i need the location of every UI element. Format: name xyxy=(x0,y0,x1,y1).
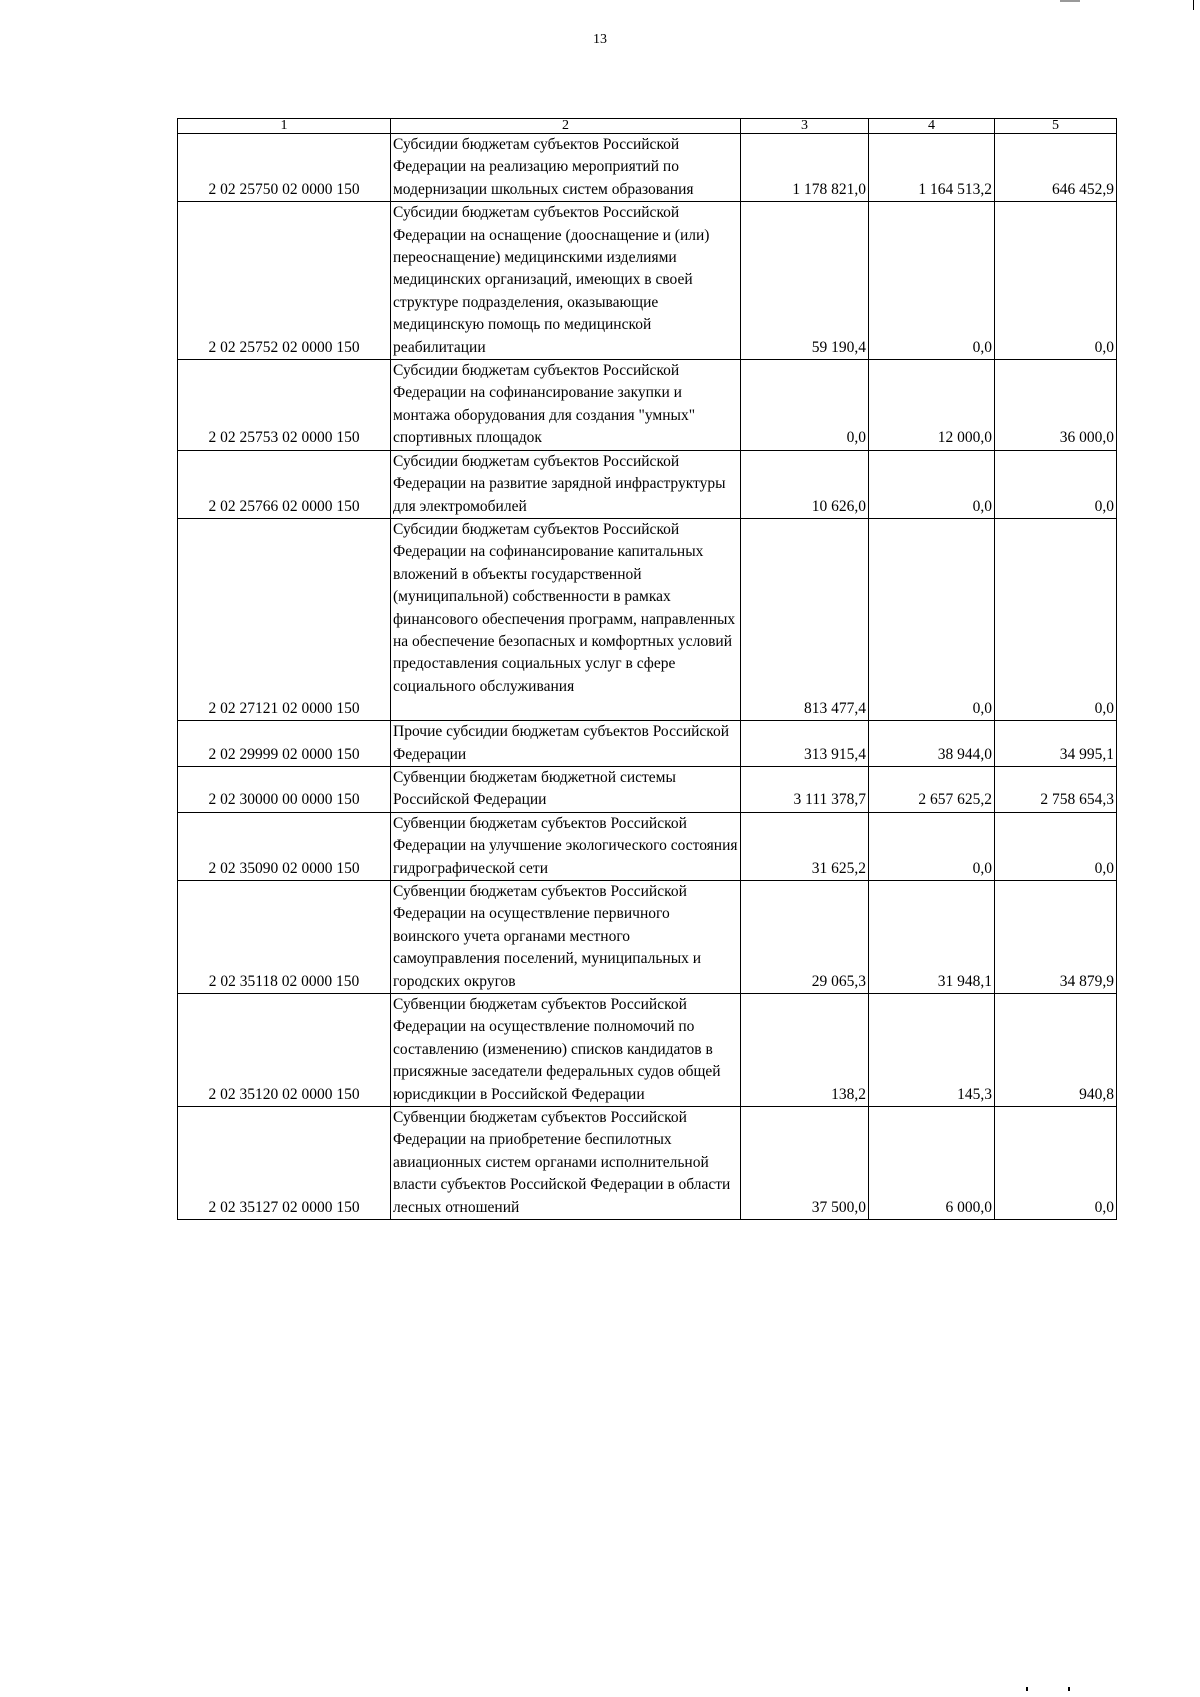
table-row xyxy=(178,1107,1117,1220)
budget-code-cell: 2 02 29999 02 0000 150 xyxy=(178,721,391,767)
amount-col4-cell: 38 944,0 xyxy=(869,721,995,767)
budget-code-cell: 2 02 25752 02 0000 150 xyxy=(178,202,391,360)
table-row xyxy=(178,766,1117,812)
budget-code-cell: 2 02 27121 02 0000 150 xyxy=(178,518,391,720)
amount-col5-cell: 34 995,1 xyxy=(995,721,1117,767)
table-row xyxy=(178,812,1117,880)
table-row xyxy=(178,881,1117,994)
description-cell: Прочие субсидии бюджетам субъектов Российской Федерации xyxy=(391,721,741,767)
description-cell: Субсидии бюджетам субъектов Российской Федерации на реализацию мероприятий по модернизации школьных систем образования xyxy=(391,134,741,202)
amount-col3-cell: 313 915,4 xyxy=(741,721,869,767)
description-cell: Субвенции бюджетам субъектов Российской Федерации на осуществление полномочий по составлению (изменению) списков кандидатов в присяжные заседатели федеральных судов общей юрисдикции в Российской Федерации xyxy=(391,994,741,1107)
description-cell: Субвенции бюджетам субъектов Российской Федерации на осуществление первичного воинского учета органами местного самоуправления поселений, муниципальных и городских округов xyxy=(391,881,741,994)
column-header-1: 1 xyxy=(178,119,391,134)
column-header-2: 2 xyxy=(391,119,741,134)
amount-col4-cell: 2 657 625,2 xyxy=(869,766,995,812)
amount-col4-cell: 0,0 xyxy=(869,202,995,360)
table-row xyxy=(178,202,1117,360)
amount-col3-cell: 138,2 xyxy=(741,994,869,1107)
amount-col4-cell: 6 000,0 xyxy=(869,1107,995,1220)
table-row xyxy=(178,721,1117,767)
description-cell: Субсидии бюджетам субъектов Российской Федерации на развитие зарядной инфраструктуры для электромобилей xyxy=(391,450,741,518)
column-header-4: 4 xyxy=(869,119,995,134)
amount-col5-cell: 36 000,0 xyxy=(995,360,1117,451)
budget-code-cell: 2 02 30000 00 0000 150 xyxy=(178,766,391,812)
column-header-5: 5 xyxy=(995,119,1117,134)
budget-code-cell: 2 02 25766 02 0000 150 xyxy=(178,450,391,518)
scan-edge-mark xyxy=(1026,1687,1070,1691)
amount-col4-cell: 145,3 xyxy=(869,994,995,1107)
amount-col3-cell: 813 477,4 xyxy=(741,518,869,720)
amount-col5-cell: 0,0 xyxy=(995,812,1117,880)
table-row xyxy=(178,994,1117,1107)
amount-col5-cell: 2 758 654,3 xyxy=(995,766,1117,812)
description-cell: Субвенции бюджетам бюджетной системы Российской Федерации xyxy=(391,766,741,812)
column-header-3: 3 xyxy=(741,119,869,134)
budget-code-cell: 2 02 25750 02 0000 150 xyxy=(178,134,391,202)
table-row xyxy=(178,518,1117,720)
description-cell: Субсидии бюджетам субъектов Российской Федерации на софинансирование закупки и монтажа оборудования для создания "умных" спортивных площадок xyxy=(391,360,741,451)
amount-col4-cell: 1 164 513,2 xyxy=(869,134,995,202)
amount-col3-cell: 10 626,0 xyxy=(741,450,869,518)
amount-col3-cell: 31 625,2 xyxy=(741,812,869,880)
amount-col4-cell: 0,0 xyxy=(869,518,995,720)
amount-col3-cell: 3 111 378,7 xyxy=(741,766,869,812)
amount-col5-cell: 0,0 xyxy=(995,518,1117,720)
scan-edge-mark xyxy=(1193,0,1194,10)
budget-code-cell: 2 02 35090 02 0000 150 xyxy=(178,812,391,880)
amount-col3-cell: 1 178 821,0 xyxy=(741,134,869,202)
amount-col5-cell: 940,8 xyxy=(995,994,1117,1107)
amount-col3-cell: 0,0 xyxy=(741,360,869,451)
scan-edge-mark xyxy=(1060,0,1080,2)
amount-col4-cell: 31 948,1 xyxy=(869,881,995,994)
budget-code-cell: 2 02 25753 02 0000 150 xyxy=(178,360,391,451)
amount-col3-cell: 59 190,4 xyxy=(741,202,869,360)
amount-col5-cell: 0,0 xyxy=(995,450,1117,518)
budget-code-cell: 2 02 35120 02 0000 150 xyxy=(178,994,391,1107)
description-cell: Субвенции бюджетам субъектов Российской Федерации на приобретение беспилотных авиационных систем органами исполнительной власти субъектов Российской Федерации в области лесных отношений xyxy=(391,1107,741,1220)
amount-col5-cell: 34 879,9 xyxy=(995,881,1117,994)
amount-col4-cell: 0,0 xyxy=(869,812,995,880)
budget-code-cell: 2 02 35118 02 0000 150 xyxy=(178,881,391,994)
amount-col5-cell: 646 452,9 xyxy=(995,134,1117,202)
table-row xyxy=(178,134,1117,202)
header-row xyxy=(178,119,1117,134)
page-number: 13 xyxy=(593,32,607,47)
amount-col3-cell: 37 500,0 xyxy=(741,1107,869,1220)
description-cell: Субсидии бюджетам субъектов Российской Федерации на софинансирование капитальных вложений в объекты государственной (муниципальной) собственности в рамках финансового обеспечения программ, направленных на обеспечение безопасных и комфортных условий предоставления социальных услуг в сфере социального обслуживания xyxy=(391,518,741,720)
table-row xyxy=(178,360,1117,451)
amount-col4-cell: 0,0 xyxy=(869,450,995,518)
description-cell: Субсидии бюджетам субъектов Российской Федерации на оснащение (дооснащение и (или) переоснащение) медицинскими изделиями медицинских организаций, имеющих в своей структуре подразделения, оказывающие медицинскую помощь по медицинской реабилитации xyxy=(391,202,741,360)
amount-col3-cell: 29 065,3 xyxy=(741,881,869,994)
description-cell: Субвенции бюджетам субъектов Российской Федерации на улучшение экологического состояния гидрографической сети xyxy=(391,812,741,880)
amount-col5-cell: 0,0 xyxy=(995,202,1117,360)
budget-code-cell: 2 02 35127 02 0000 150 xyxy=(178,1107,391,1220)
amount-col5-cell: 0,0 xyxy=(995,1107,1117,1220)
budget-table xyxy=(177,118,1117,1220)
amount-col4-cell: 12 000,0 xyxy=(869,360,995,451)
table-row xyxy=(178,450,1117,518)
